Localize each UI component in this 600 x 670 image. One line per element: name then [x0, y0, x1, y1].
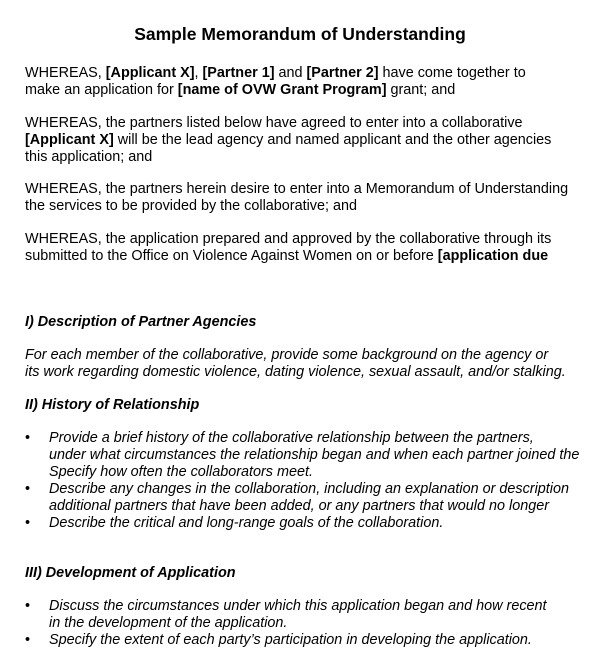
- text-run: and: [274, 65, 307, 81]
- section-heading-description: I) Description of Partner Agencies: [25, 314, 257, 330]
- whereas-2-line-2: [25, 132, 551, 149]
- section-heading-development: III) Development of Application: [25, 565, 236, 581]
- placeholder-applicant: [Applicant X]: [105, 65, 195, 81]
- whereas-4-line-2: [25, 248, 551, 265]
- section-description-text: [25, 347, 566, 381]
- document-title: Sample Memorandum of Understanding: [134, 24, 466, 44]
- list-item-line: Specify the extent of each party’s participation in developing the application.: [49, 632, 532, 648]
- bullet-icon: •: [25, 515, 31, 531]
- section-1-line-1: For each member of the collaborative, provide some background on the agency or: [25, 347, 549, 363]
- placeholder-partner-2: [Partner 2]: [306, 65, 379, 81]
- list-item-line: Specify how often the collaborators meet.: [49, 464, 313, 480]
- whereas-paragraph-1: [25, 65, 526, 99]
- text-run: submitted to the Office on Violence Against Women on or before: [25, 248, 438, 264]
- section-heading-history: II) History of Relationship: [25, 397, 200, 413]
- whereas-1-line-2: [25, 82, 526, 99]
- bullet-icon: •: [25, 598, 31, 614]
- list-item-line: Describe any changes in the collaboration, including an explanation or description: [49, 481, 569, 497]
- bullet-icon: •: [25, 481, 31, 497]
- list-item-line: Describe the critical and long-range goals of the collaboration.: [49, 515, 444, 531]
- list-item-text: [49, 515, 443, 532]
- placeholder-grant-program: [name of OVW Grant Program]: [177, 82, 387, 98]
- placeholder-partner-1: [Partner 1]: [202, 65, 275, 81]
- whereas-paragraph-3: [25, 181, 568, 215]
- placeholder-applicant: [Applicant X]: [25, 132, 114, 148]
- list-item-line: Discuss the circumstances under which this application began and how recent: [49, 598, 547, 614]
- bullet-icon: •: [25, 430, 31, 446]
- whereas-paragraph-4: [25, 231, 551, 265]
- whereas-4-line-1: WHEREAS, the application prepared and approved by the collaborative through its: [25, 231, 552, 247]
- whereas-paragraph-2: [25, 115, 551, 166]
- whereas-2-line-3: this application; and: [25, 149, 153, 165]
- list-item-text: [49, 481, 569, 515]
- text-run: make an application for: [25, 82, 178, 98]
- bullet-icon: •: [25, 632, 31, 648]
- list-item-text: [49, 632, 532, 649]
- list-item-text: [49, 430, 579, 481]
- text-run: have come together to: [378, 65, 526, 81]
- text-run: will be the lead agency and named applicant and the other agencies: [113, 132, 552, 148]
- text-run: ,: [194, 65, 203, 81]
- list-item-line: under what circumstances the relationship began and when each partner joined the: [49, 447, 580, 463]
- whereas-3-line-1: WHEREAS, the partners herein desire to enter into a Memorandum of Understanding: [25, 181, 569, 197]
- list-item-text: [49, 598, 547, 632]
- text-run: WHEREAS,: [25, 65, 106, 81]
- placeholder-application-due: [application due: [437, 248, 549, 264]
- text-run: grant; and: [386, 82, 456, 98]
- list-item-line: Provide a brief history of the collaborative relationship between the partners,: [49, 430, 534, 446]
- whereas-1-line-1: [25, 65, 526, 82]
- list-item-line: additional partners that have been added, or any partners that would no longer: [49, 498, 550, 514]
- section-1-line-2: its work regarding domestic violence, dating violence, sexual assault, and/or stalking.: [25, 364, 566, 380]
- list-item-line: in the development of the application.: [49, 615, 288, 631]
- whereas-3-line-2: the services to be provided by the collaborative; and: [25, 198, 357, 214]
- whereas-2-line-1: WHEREAS, the partners listed below have agreed to enter into a collaborative: [25, 115, 523, 131]
